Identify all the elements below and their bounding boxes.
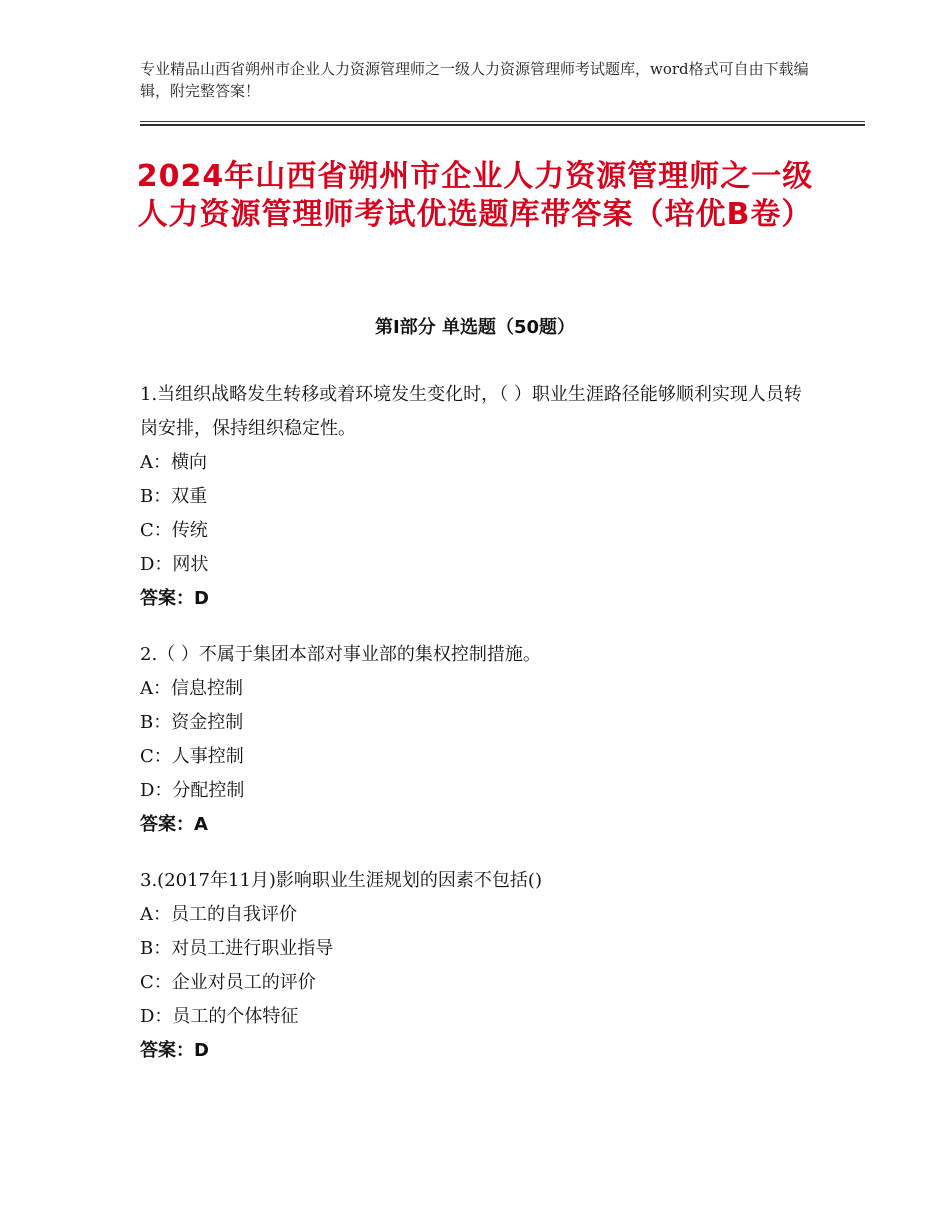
option-a: A：横向 <box>140 452 207 473</box>
option-b: B：资金控制 <box>140 712 244 733</box>
option-d: D：分配控制 <box>140 780 245 801</box>
question-stem: 2.（ ）不属于集团本部对事业部的集权控制措施。 <box>140 644 541 665</box>
divider-thick-line <box>140 124 865 126</box>
option-c: C：企业对员工的评价 <box>140 972 316 993</box>
header-divider <box>140 121 865 126</box>
option-b: B：双重 <box>140 486 208 507</box>
option-a: A：员工的自我评价 <box>140 904 297 925</box>
question-stem: 3.(2017年11月)影响职业生涯规划的因素不包括() <box>140 870 542 891</box>
question-list <box>140 378 810 1090</box>
option-b: B：对员工进行职业指导 <box>140 938 334 959</box>
header-note: 专业精品山西省朔州市企业人力资源管理师之一级人力资源管理师考试题库，word格式可自由下载编辑，附完整答案！ <box>140 60 809 100</box>
question-3 <box>140 864 810 1068</box>
option-c: C：传统 <box>140 520 208 541</box>
option-d: D：网状 <box>140 554 209 575</box>
answer-line: 答案：A <box>140 814 208 835</box>
question-2 <box>140 638 810 842</box>
option-a: A：信息控制 <box>140 678 243 699</box>
answer-line: 答案：D <box>140 588 209 609</box>
question-1 <box>140 378 810 616</box>
question-stem: 1.当组织战略发生转移或着环境发生变化时，（ ）职业生涯路径能够顺利实现人员转岗安排，保持组织稳定性。 <box>140 384 802 439</box>
option-d: D：员工的个体特征 <box>140 1006 299 1027</box>
option-c: C：人事控制 <box>140 746 244 767</box>
divider-thin-line <box>140 121 865 122</box>
section-heading: 第Ⅰ部分 单选题（50题） <box>374 317 575 338</box>
answer-line: 答案：D <box>140 1040 209 1061</box>
document-title: 2024年山西省朔州市企业人力资源管理师之一级人力资源管理师考试优选题库带答案（培优B卷） <box>136 159 814 232</box>
